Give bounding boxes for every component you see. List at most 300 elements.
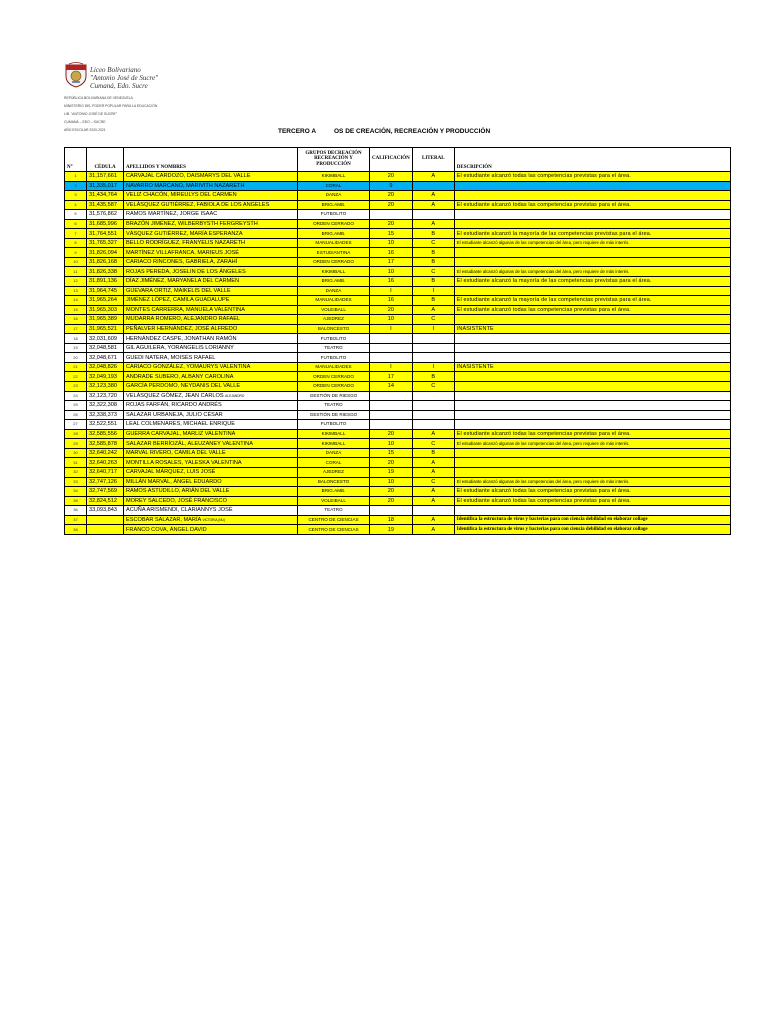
row-group: GESTIÓN DE RIESGO [298, 410, 370, 420]
table-row [65, 391, 731, 401]
table-row [65, 477, 731, 487]
row-literal: A [412, 525, 454, 535]
info-line-year: AÑO ESCOLAR 2020-2021 [64, 128, 106, 132]
row-description [454, 343, 730, 353]
row-student-name [124, 191, 298, 201]
row-number: 20 [65, 353, 87, 363]
row-student-name [124, 181, 298, 191]
row-description: El estudiante alcanzó la mayoría de las competencias previstas para el área. [454, 277, 730, 287]
row-student-name [124, 315, 298, 325]
row-cedula: 32,048,671 [87, 353, 124, 363]
table-row [65, 506, 731, 516]
row-grade: 20 [370, 305, 413, 315]
row-cedula: 32,747,126 [87, 477, 124, 487]
row-description [454, 315, 730, 325]
row-number: 14 [65, 296, 87, 306]
row-literal [412, 181, 454, 191]
row-grade: 10 [370, 315, 413, 325]
row-literal: B [412, 229, 454, 239]
row-number: 2 [65, 181, 87, 191]
row-cedula: 31,685,996 [87, 219, 124, 229]
row-student-name-text: BELLO RODRÍGUEZ, FRANYELIS NAZARETH [126, 240, 246, 247]
row-literal: B [412, 248, 454, 258]
row-student-name-text: MARTÍNEZ VILLAFRANCA, MARIEUS JOSÉ [126, 249, 240, 256]
row-student-name [124, 362, 298, 372]
row-group: MANUALIDADES [298, 362, 370, 372]
row-student-name-text: GARCÍA PERDOMO, NEYDANIS DEL VALLE [126, 383, 241, 390]
row-student-name-text: MARVAL RIVERO, CAMILA DEL VALLE [126, 450, 226, 457]
row-student-name [124, 257, 298, 267]
row-student-name-text: ROJAS PEREDA, JOSELIN DE LOS ÁNGELES [126, 268, 246, 275]
row-student-name [124, 286, 298, 296]
row-literal: C [412, 439, 454, 449]
row-literal: B [412, 296, 454, 306]
header-num: N° [65, 148, 87, 172]
row-grade: 20 [370, 487, 413, 497]
row-number: 23 [65, 382, 87, 392]
row-grade [370, 343, 413, 353]
info-line-republic: REPÚBLICA BOLIVARIANA DE VENEZUELA [64, 96, 133, 100]
row-description [454, 506, 730, 516]
row-number: 12 [65, 277, 87, 287]
row-group: TEATRO [298, 343, 370, 353]
row-student-name-text: MUDARRA ROMERO, ALEJANDRO RAFAEL [126, 316, 241, 323]
row-number: 13 [65, 286, 87, 296]
row-cedula: 32,049,193 [87, 372, 124, 382]
row-number: 38 [65, 525, 87, 535]
row-student-name-text: GUERRA CARVAJAL, MARLIZ VALENTINA [126, 431, 236, 438]
row-grade: 16 [370, 296, 413, 306]
table-row [65, 334, 731, 344]
row-grade: 16 [370, 248, 413, 258]
row-student-name [124, 229, 298, 239]
row-grade [370, 506, 413, 516]
row-group: CORAL [298, 181, 370, 191]
row-student-name [124, 343, 298, 353]
row-group: BRIG.AMB. [298, 487, 370, 497]
row-student-name-text: GIL AGUILERA, YORANGELIS LORIANNY [126, 345, 234, 352]
row-number: 21 [65, 362, 87, 372]
row-description [454, 191, 730, 201]
row-student-name [124, 467, 298, 477]
row-grade: 20 [370, 458, 413, 468]
row-group: FUTBOLITO [298, 420, 370, 430]
row-cedula: 32,123,720 [87, 391, 124, 401]
row-cedula: 32,747,569 [87, 487, 124, 497]
row-student-name [124, 324, 298, 334]
table-row [65, 191, 731, 201]
table-row [65, 467, 731, 477]
row-grade: 19 [370, 467, 413, 477]
row-literal: A [412, 458, 454, 468]
row-group: CENTRO DE CIENCIAS [298, 525, 370, 535]
row-literal: C [412, 315, 454, 325]
row-cedula [87, 515, 124, 525]
row-group: KIKIMBALL [298, 439, 370, 449]
grade-title: TERCERO A [278, 128, 317, 135]
school-script-line-2: "Antonio José de Sucre" [90, 74, 159, 82]
school-script-line-1: Liceo Bolivariano [90, 66, 141, 74]
row-student-name [124, 525, 298, 535]
table-row [65, 515, 731, 525]
row-number: 19 [65, 343, 87, 353]
header-cedula: CÉDULA [87, 148, 124, 172]
row-number: 37 [65, 515, 87, 525]
row-cedula: 31,965,264 [87, 296, 124, 306]
row-grade [370, 420, 413, 430]
row-literal: A [412, 172, 454, 182]
row-student-name-text: MONTES CARRERRA, MANUELA VALENTINA [126, 306, 245, 313]
row-student-name-text: HERNÁNDEZ CASPE, JONATHAN RAMÓN [126, 335, 237, 342]
row-description [454, 410, 730, 420]
table-row [65, 181, 731, 191]
row-description [454, 391, 730, 401]
row-group: TEATRO [298, 401, 370, 411]
row-number: 4 [65, 200, 87, 210]
info-line-ministry: MINISTERIO DEL PODER POPULAR PARA LA EDUCACIÓN [64, 104, 158, 108]
table-row [65, 219, 731, 229]
table-row [65, 324, 731, 334]
row-group: AJEDREZ [298, 315, 370, 325]
row-cedula: 32,585,556 [87, 429, 124, 439]
row-student-name-text: MILLÁN MARVAL, ÁNGEL EDUARDO [126, 478, 222, 485]
table-row [65, 172, 731, 182]
row-grade [370, 210, 413, 220]
row-cedula: 31,965,303 [87, 305, 124, 315]
row-literal: A [412, 305, 454, 315]
row-literal: A [412, 191, 454, 201]
row-student-name [124, 353, 298, 363]
row-description: El estudiante alcanzó algunas de las competencias del área, pero requiere de más interés. [454, 439, 730, 449]
row-number: 24 [65, 391, 87, 401]
row-literal: B [412, 372, 454, 382]
row-cedula: 31,765,327 [87, 238, 124, 248]
row-grade: 10 [370, 439, 413, 449]
table-row [65, 362, 731, 372]
row-group: CENTRO DE CIENCIAS [298, 515, 370, 525]
row-cedula: 31,965,389 [87, 315, 124, 325]
row-description: El estudiante alcanzó algunas de las competencias del área, pero requiere de más interés. [454, 267, 730, 277]
row-grade: 17 [370, 257, 413, 267]
row-cedula: 31,965,521 [87, 324, 124, 334]
row-group: FUTBOLITO [298, 210, 370, 220]
row-student-name-text: VELÁSQUEZ GÓMEZ, JEAN CARLOS [126, 392, 224, 399]
row-group: DANZA [298, 448, 370, 458]
row-description: Identifica la estructura de virus y bacterias para con ciencia debilidad en elaborar collage [454, 525, 730, 535]
row-group: FUTBOLITO [298, 353, 370, 363]
row-cedula: 31,157,661 [87, 172, 124, 182]
row-student-name [124, 496, 298, 506]
row-description [454, 372, 730, 382]
row-student-name [124, 210, 298, 220]
row-student-name-text: CARIACO RINCONES, GABRIELA, ZARAHÍ [126, 259, 238, 266]
row-literal: B [412, 277, 454, 287]
row-description: El estudiante alcanzó algunas de las competencias del área, pero requiere de más interés. [454, 238, 730, 248]
row-grade: 10 [370, 477, 413, 487]
table-row [65, 305, 731, 315]
row-student-name [124, 515, 298, 525]
row-student-name [124, 429, 298, 439]
row-group: ORDEN CERRADO [298, 257, 370, 267]
header-calificacion: CALIFICACIÓN [370, 148, 413, 172]
row-literal [412, 506, 454, 516]
row-description [454, 353, 730, 363]
row-description: El estudiante alcanzó todas las competencias previstas para el área. [454, 496, 730, 506]
row-number: 30 [65, 448, 87, 458]
row-cedula: 31,335,017 [87, 181, 124, 191]
row-group: BALONCESTO [298, 324, 370, 334]
row-literal: A [412, 515, 454, 525]
table-row [65, 343, 731, 353]
row-grade: I [370, 324, 413, 334]
row-student-name [124, 401, 298, 411]
table-header-row [65, 148, 731, 172]
row-group: KIKIMBALL [298, 267, 370, 277]
row-student-name [124, 267, 298, 277]
row-description: El estudiante alcanzó la mayoría de las competencias previstas para el área. [454, 296, 730, 306]
row-cedula: 31,826,338 [87, 267, 124, 277]
row-literal: C [412, 238, 454, 248]
table-row [65, 238, 731, 248]
row-literal: I [412, 362, 454, 372]
row-number: 27 [65, 420, 87, 430]
row-number: 1 [65, 172, 87, 182]
row-literal [412, 420, 454, 430]
row-student-name [124, 477, 298, 487]
row-student-name-text: RAMOS MARTÍNEZ, JORGE ISAAC [126, 211, 218, 218]
grades-table [64, 147, 731, 535]
row-cedula: 32,640,263 [87, 458, 124, 468]
row-student-name-text: SALAZAR URBANEJA, JULIO CÉSAR [126, 411, 223, 418]
row-cedula: 32,585,878 [87, 439, 124, 449]
row-grade: 10 [370, 267, 413, 277]
row-description [454, 181, 730, 191]
row-group: FUTBOLITO [298, 334, 370, 344]
row-cedula: 32,048,581 [87, 343, 124, 353]
row-student-name-text: VELÁSQUEZ GUTIÉRREZ, FABIOLA DE LOS ANGELES [126, 201, 270, 208]
row-grade: 20 [370, 191, 413, 201]
row-number: 36 [65, 506, 87, 516]
row-student-name-text: ESCOBAR SALAZAR, MARÍA [126, 516, 201, 523]
header-nombres: APELLIDOS Y NOMBRES [124, 148, 298, 172]
row-grade: I [370, 286, 413, 296]
row-literal [412, 401, 454, 411]
row-student-name [124, 382, 298, 392]
row-number: 10 [65, 257, 87, 267]
table-row [65, 525, 731, 535]
row-student-name [124, 487, 298, 497]
row-description [454, 382, 730, 392]
row-description: INASISTENTE [454, 324, 730, 334]
row-number: 34 [65, 487, 87, 497]
row-cedula: 32,322,308 [87, 401, 124, 411]
row-cedula: 31,964,745 [87, 286, 124, 296]
row-literal [412, 391, 454, 401]
row-number: 22 [65, 372, 87, 382]
row-group: KIKIMBALL [298, 172, 370, 182]
row-cedula: 33,093,843 [87, 506, 124, 516]
row-student-name-text: JIMÉNEZ LÓPEZ, CAMILA GUADALUPE [126, 297, 230, 304]
row-group: ORDEN CERRADO [298, 219, 370, 229]
row-literal: C [412, 267, 454, 277]
row-student-name [124, 372, 298, 382]
row-student-name [124, 219, 298, 229]
row-student-name-text: PEÑALVER HERNÁNDEZ, JOSÉ ALFREDO [126, 326, 238, 333]
table-row [65, 200, 731, 210]
row-student-name-text: ACUÑA ARISMENDI, CLARIANNYS JOSÉ [126, 507, 233, 514]
row-student-name-text: CARVAJAL MÁRQUEZ, LUIS JOSÉ [126, 469, 216, 476]
row-number: 3 [65, 191, 87, 201]
table-row [65, 448, 731, 458]
row-student-name-text: NAVARRO MARCANO, MARIVITH NAZARETH [126, 182, 245, 189]
row-description [454, 334, 730, 344]
row-student-name [124, 305, 298, 315]
row-description: Identifica la estructura de virus y bacterias para con ciencia debilidad en elaborar collage [454, 515, 730, 525]
row-grade: 20 [370, 429, 413, 439]
row-description: El estudiante alcanzó algunas de las competencias del área, pero requiere de más interés. [454, 477, 730, 487]
row-group: GESTIÓN DE RIESGO [298, 391, 370, 401]
row-grade: 20 [370, 219, 413, 229]
row-student-name-text: GUEDI NATERA, MOISÉS RAFAEL [126, 354, 216, 361]
row-description [454, 401, 730, 411]
row-cedula: 31,826,168 [87, 257, 124, 267]
row-literal [412, 410, 454, 420]
row-grade [370, 391, 413, 401]
row-student-name-text: MONTILLA ROSALES, YALESKA VALENTINA [126, 459, 242, 466]
row-group: AJEDREZ [298, 467, 370, 477]
table-row [65, 210, 731, 220]
row-literal: C [412, 382, 454, 392]
row-cedula: 32,338,373 [87, 410, 124, 420]
row-group: DANZA [298, 286, 370, 296]
row-literal: A [412, 496, 454, 506]
row-grade: 17 [370, 372, 413, 382]
row-description [454, 257, 730, 267]
row-student-name [124, 448, 298, 458]
row-cedula: 32,123,380 [87, 382, 124, 392]
row-student-name [124, 277, 298, 287]
table-row [65, 439, 731, 449]
row-cedula: 32,640,717 [87, 467, 124, 477]
row-description [454, 448, 730, 458]
row-student-name-text: CARIACO GONZÁLEZ, YOMAURYS VALENTINA [126, 364, 251, 371]
row-literal: B [412, 448, 454, 458]
info-line-school: LIB. "ANTONIO JOSÉ DE SUCRE" [64, 112, 118, 116]
row-cedula: 32,031,609 [87, 334, 124, 344]
row-group: ORDEN CERRADO [298, 372, 370, 382]
row-number: 33 [65, 477, 87, 487]
row-group: MANUALIDADES [298, 296, 370, 306]
row-description: El estudiante alcanzó todas las competencias previstas para el área. [454, 172, 730, 182]
table-row [65, 429, 731, 439]
row-description [454, 420, 730, 430]
row-student-name-text: GUEVARA ORTIZ, MAIKELIS DEL VALLE [126, 287, 231, 294]
row-grade: 14 [370, 382, 413, 392]
row-group: MANUALIDADES [298, 238, 370, 248]
row-literal: B [412, 257, 454, 267]
row-grade: 9 [370, 181, 413, 191]
row-group: BRIG.AMB. [298, 229, 370, 239]
school-script-line-3: Cumaná, Edo. Sucre [90, 82, 148, 90]
row-grade [370, 401, 413, 411]
row-number: 16 [65, 315, 87, 325]
table-row [65, 315, 731, 325]
row-student-name-text: MOREY SALCEDO, JOSÉ FRANCISCO [126, 497, 227, 504]
row-description [454, 219, 730, 229]
table-row [65, 372, 731, 382]
row-literal [412, 210, 454, 220]
table-row [65, 382, 731, 392]
row-description: El estudiante alcanzó la mayoría de las competencias previstas para el área. [454, 229, 730, 239]
row-description: El estudiante alcanzó todas las competencias previstas para el área. [454, 305, 730, 315]
table-row [65, 296, 731, 306]
table-row [65, 353, 731, 363]
row-group: VOLEIBALL [298, 496, 370, 506]
row-student-name-extra: ALEJANDRO [225, 393, 245, 398]
row-cedula: 31,434,764 [87, 191, 124, 201]
row-student-name [124, 506, 298, 516]
row-number: 11 [65, 267, 87, 277]
row-literal: C [412, 477, 454, 487]
row-student-name [124, 410, 298, 420]
row-student-name-text: BRAZÓN JIMÉNEZ, WILBERBYSTH FERGREYSTH [126, 221, 258, 227]
row-number: 28 [65, 429, 87, 439]
row-group: ESTUDIANTINA [298, 248, 370, 258]
row-cedula: 32,640,242 [87, 448, 124, 458]
row-cedula: 31,764,551 [87, 229, 124, 239]
row-number: 18 [65, 334, 87, 344]
row-literal: A [412, 429, 454, 439]
row-student-name-extra: VICTORIA (NU) [202, 517, 225, 522]
table-row [65, 458, 731, 468]
row-number: 6 [65, 219, 87, 229]
row-cedula: 31,891,136 [87, 277, 124, 287]
row-grade: 15 [370, 448, 413, 458]
table-row [65, 401, 731, 411]
row-literal: A [412, 467, 454, 477]
row-grade: 18 [370, 515, 413, 525]
row-student-name-text: DÍAZ JIMÉNEZ, MARYANELA DEL CARMEN [126, 278, 240, 285]
row-student-name [124, 172, 298, 182]
row-cedula: 31,826,094 [87, 248, 124, 258]
row-student-name [124, 296, 298, 306]
row-grade [370, 353, 413, 363]
row-number: 7 [65, 229, 87, 239]
row-literal: I [412, 286, 454, 296]
row-grade: I [370, 362, 413, 372]
row-grade [370, 410, 413, 420]
row-grade: 19 [370, 525, 413, 535]
header-literal: LITERAL [412, 148, 454, 172]
row-number: 31 [65, 458, 87, 468]
info-line-city: CUMANÁ – EDO – SUCRE [64, 120, 106, 124]
row-grade: 10 [370, 238, 413, 248]
subject-title: OS DE CREACIÓN, RECREACIÓN Y PRODUCCIÓN [334, 128, 491, 135]
row-group: BRIG.AMB. [298, 200, 370, 210]
row-literal [412, 343, 454, 353]
row-literal [412, 353, 454, 363]
row-group: DANZA [298, 191, 370, 201]
row-group: KIKIMBALL [298, 429, 370, 439]
row-group: TEATRO [298, 506, 370, 516]
table-row [65, 277, 731, 287]
row-student-name-text: SALAZAR BERRÍOZÁL, ALEUZANEY VALENTINA [126, 440, 253, 447]
row-group: BRIG.AMB. [298, 277, 370, 287]
row-student-name [124, 420, 298, 430]
row-grade: 15 [370, 229, 413, 239]
row-student-name-text: LEAL COLMENARES, MICHAEL ENRIQUE [126, 421, 236, 428]
row-number: 9 [65, 248, 87, 258]
